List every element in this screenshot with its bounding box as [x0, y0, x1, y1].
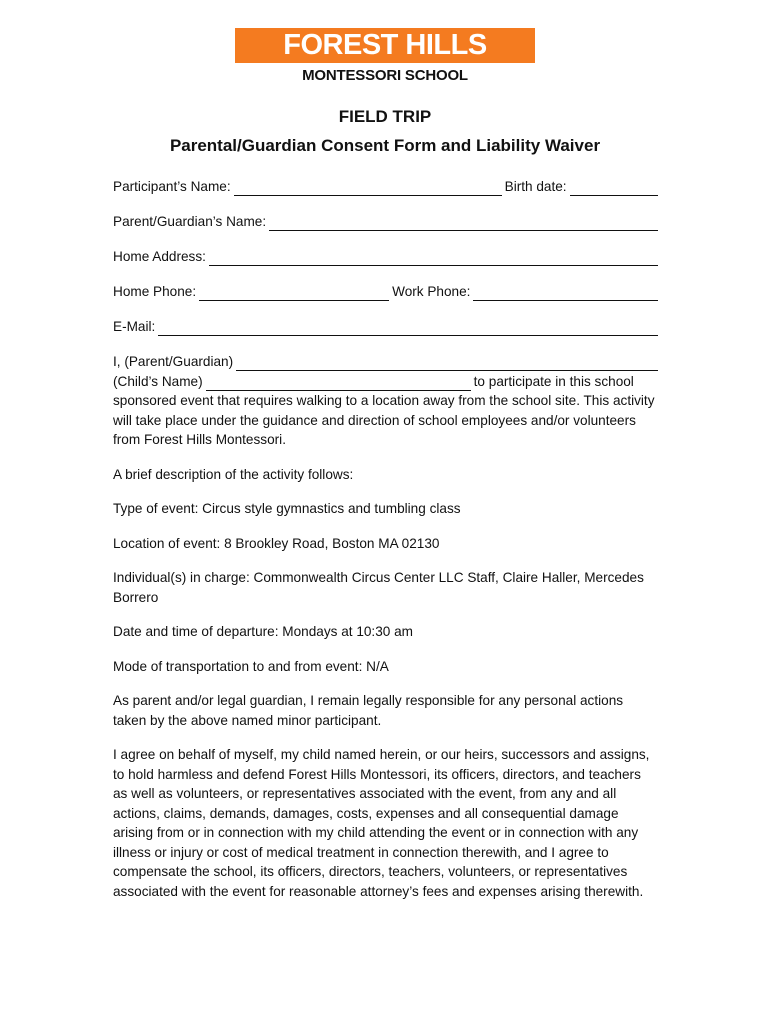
- form-subtitle: Parental/Guardian Consent Form and Liability Waiver: [169, 136, 601, 155]
- email-field[interactable]: [158, 321, 658, 336]
- consent-block: [113, 351, 658, 450]
- work-phone-field[interactable]: [473, 286, 658, 301]
- home-phone-field[interactable]: [199, 286, 389, 301]
- consent-parent-field[interactable]: [236, 356, 658, 371]
- home-address-field[interactable]: [209, 251, 658, 266]
- consent-child-row: [113, 371, 658, 391]
- phone-row: [113, 281, 658, 301]
- email-label: E-Mail:: [113, 318, 156, 334]
- address-row: [113, 246, 658, 266]
- activity-type: Type of event: Circus style gymnastics and tumbling class: [113, 501, 461, 516]
- consent-parent-row: [113, 351, 658, 371]
- participant-row: [113, 176, 658, 196]
- activity-transport: Mode of transportation to and from event: N/A: [113, 658, 389, 674]
- form-title: FIELD TRIP: [338, 107, 432, 126]
- school-logo: [235, 28, 535, 63]
- work-phone-label: Work Phone:: [392, 283, 471, 299]
- waiver-paragraph: I agree on behalf of myself, my child named herein, or our heirs, successors and assigns, to hold harmless and defend Forest Hills Montessori, its officers, directors, and teachers as well as volunteers, or representatives associated with the event, from any and all actions, claims, demands, damages, costs, expenses and all consequential damage arising from or in connection with my child attending the event or in connection with any illness or injury or cost of medical treatment in connection therewith, and I agree to compensate the school, its officers, directors, teachers, volunteers, or representatives associated with the event for reasonable attorney’s fees and expenses arising therewith.: [113, 747, 650, 899]
- school-subtitle: MONTESSORI SCHOOL: [302, 67, 468, 84]
- parent-row: [113, 211, 658, 231]
- school-name: FOREST HILLS: [283, 29, 487, 61]
- birth-date-field[interactable]: [570, 181, 658, 196]
- consent-child-suffix: to participate in this school: [473, 373, 634, 389]
- activity-location: Location of event: 8 Brookley Road, Boston MA 02130: [113, 535, 440, 551]
- consent-parent-label: I, (Parent/Guardian): [113, 353, 234, 369]
- consent-child-field[interactable]: [206, 376, 471, 391]
- responsibility-paragraph: As parent and/or legal guardian, I remain legally responsible for any personal actions taken by the above named minor participant.: [113, 693, 624, 728]
- birth-date-label: Birth date:: [504, 178, 567, 194]
- activity-departure: Date and time of departure: Mondays at 10:30 am: [113, 624, 413, 639]
- parent-name-label: Parent/Guardian’s Name:: [113, 213, 267, 229]
- form-body: [113, 176, 658, 916]
- activity-intro: A brief description of the activity follows:: [113, 466, 354, 482]
- home-address-label: Home Address:: [113, 248, 206, 264]
- consent-child-label: (Child’s Name): [113, 373, 203, 389]
- participant-name-label: Participant’s Name:: [113, 178, 231, 194]
- consent-body: sponsored event that requires walking to a location away from the school site. This activity will take place under the guidance and direction of school employees and/or volunteers from Forest Hills Montessori.: [113, 393, 655, 447]
- home-phone-label: Home Phone:: [113, 283, 197, 299]
- participant-name-field[interactable]: [234, 181, 502, 196]
- activity-in-charge: Individual(s) in charge: Commonwealth Circus Center LLC Staff, Claire Haller, Mercedes Borrero: [113, 570, 644, 605]
- email-row: [113, 316, 658, 336]
- parent-name-field[interactable]: [269, 216, 658, 231]
